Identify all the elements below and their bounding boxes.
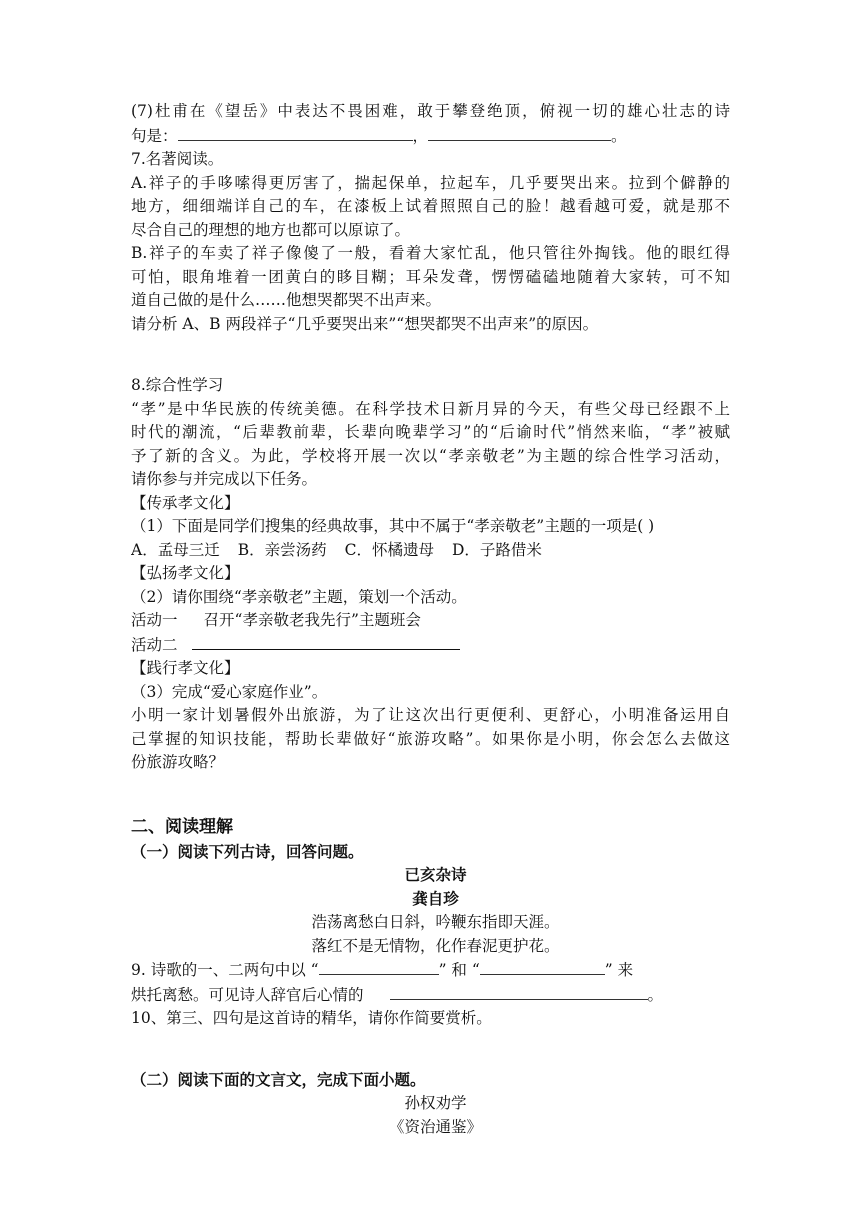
option-b[interactable]: B．亲尝汤药 (237, 540, 327, 559)
task-3-line-2: 己掌握的知识技能，帮助长辈做好“旅游攻略”。如果你是小明，你会怎么去做这 (131, 729, 730, 748)
task-3-line-1: 小明一家计划暑假外出旅游，为了让这次出行更便利、更舒心，小明准备运用自 (131, 706, 730, 724)
activity-2-label: 活动二 (131, 635, 178, 654)
answer-space (131, 775, 730, 813)
q8-intro-4: 请你参与并完成以下任务。 (131, 470, 318, 488)
q9-and: ” 和 “ (438, 961, 480, 979)
q8-intro-3: 予了新的含义。为此，学校将开展一次以“孝亲敬老”为主题的综合性学习活动， (131, 446, 730, 465)
q9-start: 9. 诗歌的一、二两句中以 “ (131, 961, 319, 979)
task-3-line-3: 份旅游攻略？ (131, 753, 225, 771)
q7-poem-answer-line (131, 124, 730, 149)
section-heading: 【传承孝文化】 (131, 493, 240, 512)
q9-blank-3[interactable] (390, 983, 648, 1000)
q9-blank-2[interactable] (480, 958, 605, 975)
task-3: （3）完成“爱心家庭作业”。 (131, 682, 328, 701)
q7-poem-line1: (7)杜甫在《望岳》中表达不畏困难，敢于攀登绝顶，俯视一切的雄心壮志的诗 (131, 102, 730, 120)
task-1: （1）下面是同学们搜集的经典故事，其中不属于“孝亲敬老”主题的一项是( ) (131, 517, 655, 535)
q9-line-2 (131, 983, 730, 1008)
task-2: （2）请你围绕“孝亲敬老”主题，策划一个活动。 (131, 587, 467, 606)
q9-end: ” 来 (604, 961, 634, 979)
part2-sub1: （一）阅读下列古诗，回答问题。 (131, 842, 364, 861)
poem-author: 龚自珍 (412, 889, 459, 908)
answer-blank-1[interactable] (178, 124, 413, 141)
q9-blank-1[interactable] (319, 958, 439, 975)
activity-2 (131, 633, 730, 658)
q10: 10、第三、四句是这首诗的精华，请你作简要赏析。 (131, 1009, 492, 1027)
q7-poem-comma: ， (412, 126, 429, 145)
q7-reading-title: 7.名著阅读。 (131, 150, 224, 168)
option-c[interactable]: C．怀橘遗母 (344, 540, 434, 559)
poem-line-1: 浩荡离愁白日斜，吟鞭东指即天涯。 (311, 913, 560, 931)
q8-intro-1: “孝”是中华民族的传统美德。在科学技术日新月异的今天，有些父母已经跟不上 (131, 399, 730, 418)
q7-b-line-1: B.祥子的车卖了祥子像傻了一般，看着大家忙乱，他只管往外掏钱。他的眼红得 (131, 244, 730, 262)
q8-intro-2: 时代的潮流，“后辈教前辈，长辈向晚辈学习”的“后谕时代”悄然来临，“孝”被赋 (131, 423, 730, 441)
poem-line-2: 落红不是无情物，化作春泥更护花。 (311, 936, 560, 955)
task-1-options (131, 539, 730, 563)
q7-question: 请分析 A、B 两段祥子“几乎要哭出来”“想哭都哭不出声来”的原因。 (131, 314, 599, 333)
activity-1-text: 召开“孝亲敬老我先行”主题班会 (203, 611, 421, 629)
answer-blank-2[interactable] (428, 124, 611, 141)
activity-1 (131, 609, 730, 633)
activity-2-blank[interactable] (192, 633, 460, 650)
q7-b-line-3: 道自己做的是什么……他想哭都哭不出声来。 (131, 291, 442, 309)
q7-a-line-1: A.祥子的手哆嗦得更厉害了，揣起保单，拉起车，几乎要哭出来。拉到个僻静的 (131, 173, 730, 192)
text-title: 孙权劝学 (404, 1094, 467, 1112)
q7-a-line-2: 地方，细细端详自己的车，在漆板上试着照照自己的脸！越看越可爱，就是那不 (131, 197, 730, 215)
answer-space (131, 1031, 730, 1069)
text-source: 《资治通鉴》 (388, 1117, 482, 1136)
part2-heading: 二、阅读理解 (131, 816, 233, 837)
part2-sub2: （二）阅读下面的文言文，完成下面小题。 (131, 1070, 426, 1089)
section-heading: 【弘扬孝文化】 (131, 564, 240, 582)
answer-space (131, 336, 730, 374)
q8-title: 8.综合性学习 (131, 376, 224, 394)
q7-poem-end: 。 (611, 126, 627, 145)
q9-line2-text: 烘托离愁。可见诗人辞官后心情的 (131, 985, 364, 1004)
q7-a-line-3: 尽合自己的理想的地方也都可以原谅了。 (131, 220, 411, 239)
q9-line-1 (131, 958, 730, 983)
section-heading: 【践行孝文化】 (131, 659, 240, 677)
poem-title: 已亥杂诗 (404, 866, 467, 884)
q7-poem-prefix: 句是： (131, 126, 178, 145)
option-d[interactable]: D．子路借米 (451, 540, 542, 559)
activity-1-label: 活动一 (131, 611, 178, 629)
q9-period: 。 (647, 985, 664, 1004)
option-a[interactable]: A．孟母三迁 (131, 540, 220, 559)
q7-b-line-2: 可怕，眼角堆着一团黄白的眵目糊；耳朵发聋，愣愣磕磕地随着大家转，可不知 (131, 267, 730, 286)
